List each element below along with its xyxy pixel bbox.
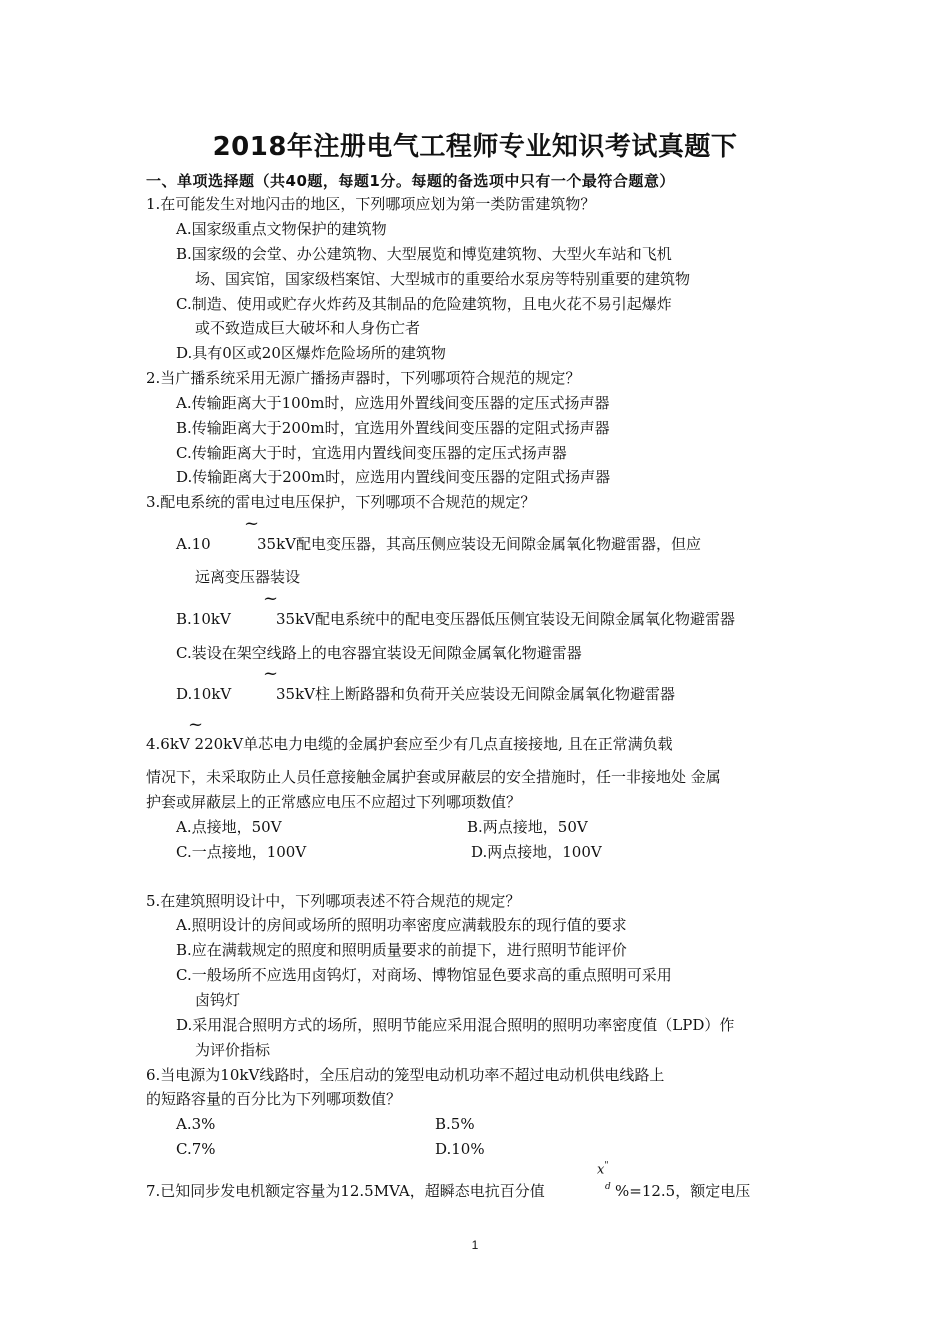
question-1-option-b-cont: 场、国宾馆，国家级档案馆、大型城市的重要给水泵房等特别重要的建筑物 [195, 270, 691, 288]
question-2-option-d: D.传输距离大于200m时，应选用内置线间变压器的定阻式扬声器 [176, 468, 611, 486]
question-7-stem: 7.已知同步发电机额定容量为12.5MVA，超瞬态电抗百分值 [146, 1182, 545, 1200]
question-3-option-a: 35kV配电变压器，其高压侧应装设无间隙金属氧化物避雷器，但应 [257, 535, 702, 553]
question-1-stem: 1.在可能发生对地闪击的地区，下列哪项应划为第一类防雷建筑物？ [146, 195, 596, 213]
range-tilde: ~ [188, 714, 204, 735]
question-4-stem-cont: 护套或屏蔽层上的正常感应电压不应超过下列哪项数值？ [146, 793, 522, 811]
question-5-option-d: D.采用混合照明方式的场所，照明节能应采用混合照明的照明功率密度值（LPD）作 [176, 1016, 735, 1034]
question-4-stem: 4.6kV 220kV单芯电力电缆的金属护套应至少有几点直接接地, 且在正常满负载 [146, 735, 673, 753]
question-1-option-b: B.国家级的会堂、办公建筑物、大型展览和博览建筑物、大型火车站和飞机 [176, 245, 672, 263]
question-1-option-c-cont: 或不致造成巨大破坏和人身伤亡者 [195, 319, 421, 337]
question-4-option-a: A.点接地，50V [176, 818, 282, 836]
question-4-option-b: B.两点接地，50V [467, 818, 588, 836]
range-tilde: ~ [263, 588, 279, 609]
question-1-option-c: C.制造、使用或贮存火炸药及其制品的危险建筑物，且电火花不易引起爆炸 [176, 295, 672, 313]
question-5-option-d-cont: 为评价指标 [195, 1041, 271, 1059]
question-2-stem: 2.当广播系统采用无源广播扬声器时，下列哪项符合规范的规定？ [146, 369, 581, 387]
question-3-option-a-cont: 远离变压器装设 [195, 568, 301, 586]
reactance-superscript: " [604, 1161, 609, 1171]
question-3-stem: 3.配电系统的雷电过电压保护，下列哪项不合规范的规定？ [146, 493, 536, 511]
reactance-subscript: d [605, 1181, 611, 1192]
question-5-option-a: A.照明设计的房间或场所的照明功率密度应满载股东的现行值的要求 [176, 916, 627, 934]
question-6-option-b: B.5% [435, 1115, 475, 1133]
question-2-option-b: B.传输距离大于200m时，宜选用外置线间变压器的定阻式扬声器 [176, 419, 610, 437]
question-6-option-c: C.7% [176, 1140, 216, 1158]
question-3-option-b: 35kV配电系统中的配电变压器低压侧宜装设无间隙金属氧化物避雷器 [276, 610, 736, 628]
reactance-x: x [597, 1162, 605, 1178]
question-5-stem: 5.在建筑照明设计中，下列哪项表述不符合规范的规定？ [146, 892, 521, 910]
question-4-stem-cont: 情况下，未采取防止人员任意接触金属护套或屏蔽层的安全措施时，任一非接地处 金属 [146, 768, 721, 786]
page-number: 1 [471, 1238, 479, 1252]
reactance-symbol [597, 1160, 611, 1193]
question-5-option-c: C.一般场所不应选用卤钨灯，对商场、博物馆显色要求高的重点照明可采用 [176, 966, 672, 984]
question-4-option-d: D.两点接地，100V [471, 843, 602, 861]
question-6-option-d: D.10% [435, 1140, 485, 1158]
question-6-stem-cont: 的短路容量的百分比为下列哪项数值？ [146, 1090, 402, 1108]
question-5-option-c-cont: 卤钨灯 [195, 991, 241, 1009]
question-3-option-d-prefix: D.10kV [176, 685, 232, 703]
question-3-option-c: C.装设在架空线路上的电容器宜装设无间隙金属氧化物避雷器 [176, 644, 582, 662]
question-4-option-c: C.一点接地，100V [176, 843, 307, 861]
page-title: 2018年注册电气工程师专业知识考试真题下 [212, 132, 738, 162]
question-6-stem: 6.当电源为10kV线路时，全压启动的笼型电动机功率不超过电动机供电线路上 [146, 1066, 665, 1084]
range-tilde: ~ [263, 663, 279, 684]
question-6-option-a: A.3% [176, 1115, 216, 1133]
range-tilde: ~ [244, 513, 260, 534]
question-3-option-d: 35kV柱上断路器和负荷开关应装设无间隙金属氧化物避雷器 [276, 685, 676, 703]
section-heading: 一、单项选择题（共40题，每题1分。每题的备选项中只有一个最符合题意） [146, 172, 675, 190]
question-1-option-a: A.国家级重点文物保护的建筑物 [176, 220, 387, 238]
question-5-option-b: B.应在满载规定的照度和照明质量要求的前提下，进行照明节能评价 [176, 941, 627, 959]
question-2-option-c: C.传输距离大于时，宜选用内置线间变压器的定压式扬声器 [176, 444, 567, 462]
question-1-option-d: D.具有0区或20区爆炸危险场所的建筑物 [176, 344, 446, 362]
question-3-option-b-prefix: B.10kV [176, 610, 231, 628]
question-7-stem-cont: %=12.5，额定电压 [615, 1182, 751, 1200]
question-2-option-a: A.传输距离大于100m时，应选用外置线间变压器的定压式扬声器 [176, 394, 610, 412]
question-3-option-a-prefix: A.10 [176, 535, 211, 553]
